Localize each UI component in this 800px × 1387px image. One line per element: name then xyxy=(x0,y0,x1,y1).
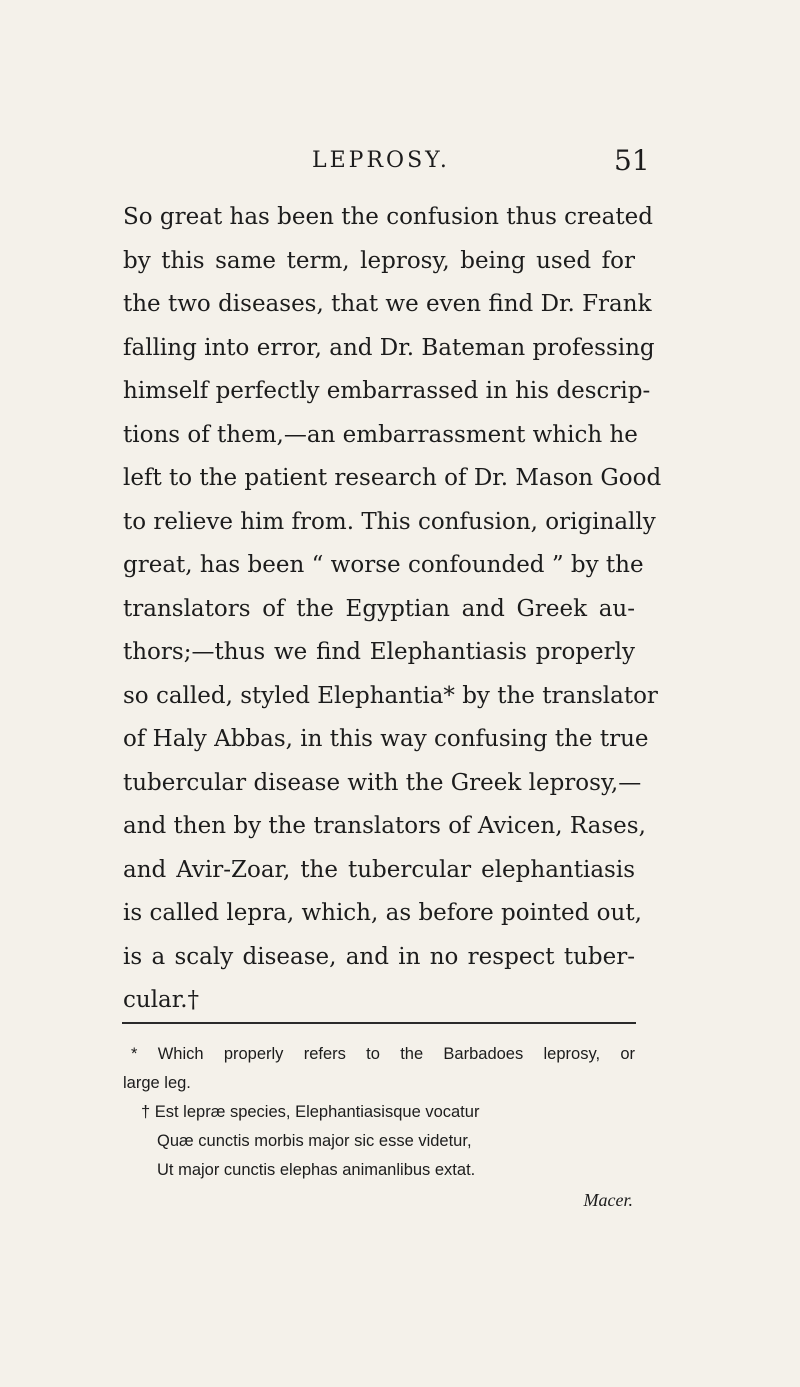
text-line: the two diseases, that we even find Dr. Frank xyxy=(123,291,652,317)
text-line: great, has been “ worse confounded ” by the xyxy=(123,552,644,578)
footnote-1-line-1: * Which properly refers to the Barbadoes leprosy, or xyxy=(131,1045,635,1063)
footnote-2-verse-line: † Est lepræ species, Elephantiasisque vocatur xyxy=(141,1103,480,1121)
text-line: is called lepra, which, as before pointed out, xyxy=(123,900,642,926)
text-line: by this same term, leprosy, being used for xyxy=(123,247,635,274)
running-title: LEPROSY. xyxy=(312,148,450,173)
running-head xyxy=(0,144,800,184)
footnote-attribution: Macer. xyxy=(583,1190,633,1210)
footnote-2-verse-line: Ut major cunctis elephas animanlibus extat. xyxy=(157,1161,476,1179)
text-line: tions of them,—an embarrassment which he xyxy=(123,421,638,448)
text-line: so called, styled Elephantia* by the translator xyxy=(123,682,658,709)
footnote-2-verse-line: Quæ cunctis morbis major sic esse videtur, xyxy=(157,1132,472,1150)
body-paragraph xyxy=(123,196,662,1023)
text-line: and Avir-Zoar, the tubercular elephantiasis xyxy=(123,856,635,883)
text-line: thors;—thus we find Elephantiasis properly xyxy=(123,639,635,665)
text-line: translators of the Egyptian and Greek au- xyxy=(123,595,635,622)
text-line: tubercular disease with the Greek leprosy,— xyxy=(123,769,642,796)
page-number: 51 xyxy=(614,144,650,177)
text-line: and then by the translators of Avicen, Rases, xyxy=(123,813,646,839)
text-line: left to the patient research of Dr. Mason Good xyxy=(123,465,662,491)
footnote-1-line-2: large leg. xyxy=(123,1074,191,1092)
text-line: cular.† xyxy=(123,987,200,1013)
text-line: falling into error, and Dr. Bateman professing xyxy=(123,334,655,361)
text-line: of Haly Abbas, in this way confusing the true xyxy=(123,726,649,752)
footnotes xyxy=(123,1040,635,1215)
footnote-divider xyxy=(122,1022,636,1024)
text-line: is a scaly disease, and in no respect tuber- xyxy=(123,943,635,970)
text-line: to relieve him from. This confusion, originally xyxy=(123,508,656,535)
text-line: So great has been the confusion thus created xyxy=(123,204,653,230)
text-line: himself perfectly embarrassed in his descrip- xyxy=(123,378,651,404)
